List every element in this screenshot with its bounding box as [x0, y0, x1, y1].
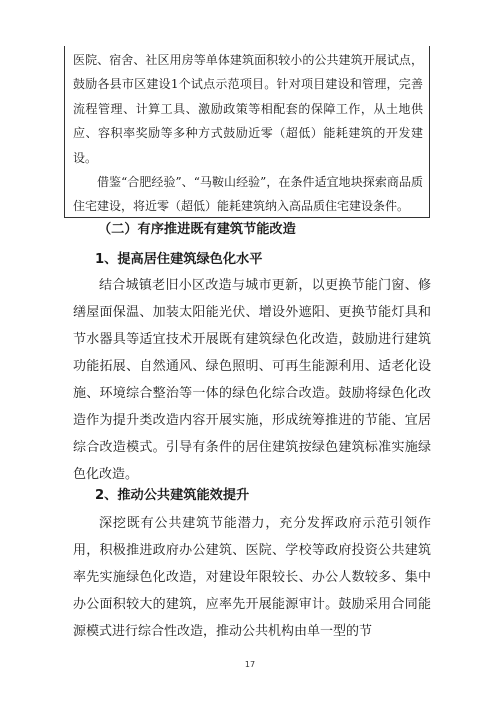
- body-paragraph: 深挖既有公共建筑节能潜力，充分发挥政府示范引领作用，积极推进政府办公建筑、医院、学校等政府投资公共建筑率先实施绿色化改造，对建设年限较长、办公人数较多、集中办公面积较大的建筑，应率先开展能源审计。鼓励采用合同能源模式进行综合性改造，推动公共机构由单一型的节: [73, 516, 431, 639]
- box-paragraph: 医院、宿舍、社区用房等单体建筑面积较小的公共建筑开展试点，鼓励各县市区建设1个试点示范项目。针对项目建设和管理，完善流程管理、计算工具、激励政策等相配套的保障工作，从土地供应、容积率奖励等多种方式鼓励近零（超低）能耗建筑的开发建设。: [73, 53, 423, 165]
- body-paragraph: 结合城镇老旧小区改造与城市更新，以更换节能门窗、修缮屋面保温、加装太阳能光伏、增设外遮阳、更换节能灯具和节水器具等适宜技术开展既有建筑绿色化改造，鼓励进行建筑功能拓展、自然通风、绿色照明、可再生能源利用、适老化设施、环境综合整治等一体的绿色化综合改造。鼓励将绿色化改造作为提升类改造内容开展实施，形成统筹推进的节能、宜居综合改造模式。引导有条件的居住建筑按绿色建筑标准实施绿色化改造。: [73, 278, 431, 482]
- section-heading: （二）有序推进既有建筑节能改造: [98, 222, 296, 237]
- box-paragraph: 借鉴“合肥经验”、“马鞍山经验”，在条件适宜地块探索商品质住宅建设，将近零（超低）能耗建筑纳入高品质住宅建设条件。: [73, 175, 423, 214]
- subsection-heading: 1、提高居住建筑绿色化水平: [95, 252, 263, 267]
- subsection-heading: 2、推动公共建筑能效提升: [95, 488, 250, 503]
- page-number: 17: [244, 660, 256, 669]
- bordered-text-box: [64, 46, 430, 218]
